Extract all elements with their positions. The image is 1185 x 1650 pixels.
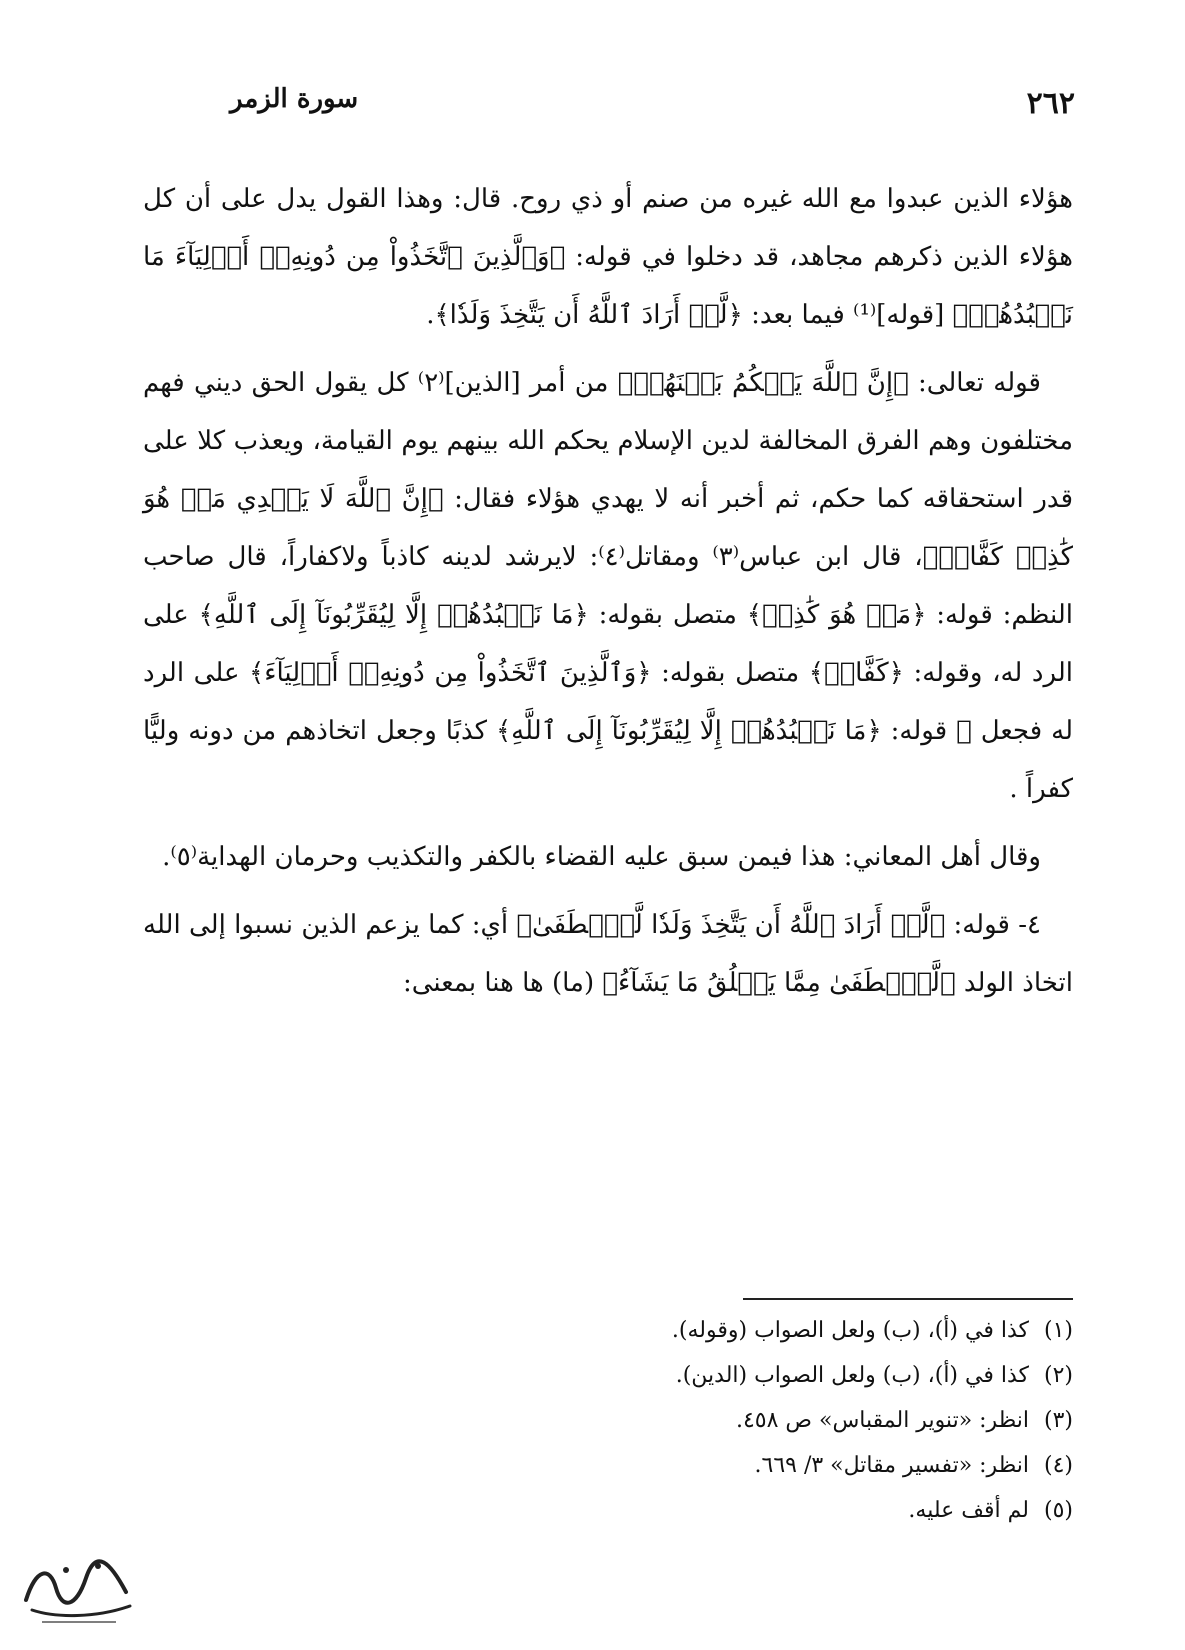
footnote-text: كذا في (أ)، (ب) ولعل الصواب (وقوله). bbox=[671, 1318, 1029, 1343]
footnote-3 bbox=[143, 1398, 1073, 1443]
footnote-number: (٥) bbox=[1043, 1498, 1073, 1523]
page-header bbox=[140, 78, 1075, 138]
footnote-text: كذا في (أ)، (ب) ولعل الصواب (الدين). bbox=[675, 1363, 1029, 1388]
paragraph-2: قوله تعالى: ﴿إِنَّ ٱللَّهَ يَحۡكُمُ بَيۡنَهُمۡ﴾ من أمر [الذين]⁽٢⁾ كل يقول الحق ديني فهم مختلفون وهم الفرق المخالفة لدين الإسلام يحكم الله بينهم يوم القيامة، ويعذب كلا على قدر استحقاقه كما حكم، ثم أخبر أنه لا يهدي هؤلاء فقال: ﴿إِنَّ ٱللَّهَ لَا يَهۡدِي مَنۡ هُوَ كَٰذِبٞ كَفَّارٞ﴾، قال ابن عباس⁽٣⁾ ومقاتل⁽٤⁾: لايرشد لدينه كاذباً ولاكفاراً، قال صاحب النظم: قوله: ﴿مَنۡ هُوَ كَٰذِبٞ﴾ متصل بقوله: ﴿مَا نَعۡبُدُهُمۡ إِلَّا لِيُقَرِّبُونَآ إِلَى ٱللَّهِ﴾ على الرد له، وقوله: ﴿كَفَّارٞ﴾ متصل بقوله: ﴿وَٱلَّذِينَ ٱتَّخَذُواْ مِن دُونِهِۦٓ أَوۡلِيَآءَ﴾ على الرد له فجعل ﷺ قوله: ﴿مَا نَعۡبُدُهُمۡ إِلَّا لِيُقَرِّبُونَآ إِلَى ٱللَّهِ﴾ كذبًا وجعل اتخاذهم من دونه وليًّا كفراً . bbox=[143, 368, 1073, 804]
footnote-text: انظر: «تنوير المقباس» ص ٤٥٨. bbox=[735, 1408, 1029, 1433]
footnote-5 bbox=[143, 1488, 1073, 1533]
footnote-number: (٤) bbox=[1043, 1453, 1073, 1478]
paragraph-3: وقال أهل المعاني: هذا فيمن سبق عليه القضاء بالكفر والتكذيب وحرمان الهداية⁽٥⁾. bbox=[162, 842, 1041, 872]
footnote-1 bbox=[143, 1308, 1073, 1353]
main-text bbox=[143, 170, 1073, 1022]
surah-title: سورة الزمر bbox=[230, 84, 359, 114]
footnote-divider bbox=[743, 1298, 1073, 1300]
footnotes bbox=[143, 1308, 1073, 1533]
footnote-number: (٣) bbox=[1043, 1408, 1073, 1433]
publisher-logo bbox=[6, 1548, 146, 1628]
footnote-2 bbox=[143, 1353, 1073, 1398]
page-number: ٢٦٢ bbox=[1026, 86, 1075, 121]
footnote-text: انظر: «تفسير مقاتل» ٣/ ٦٦٩. bbox=[754, 1453, 1029, 1478]
paragraph-1: هؤلاء الذين عبدوا مع الله غيره من صنم أو ذي روح. قال: وهذا القول يدل على أن كل هؤلاء الذين ذكرهم مجاهد، قد دخلوا في قوله: ﴿وَٱلَّذِينَ ٱتَّخَذُواْ مِن دُونِهِۦٓ أَوۡلِيَآءَ مَا نَعۡبُدُهُمۡ﴾ [قوله]⁽¹⁾ فيما بعد: ﴿لَّوۡ أَرَادَ ٱللَّهُ أَن يَتَّخِذَ وَلَدٗا﴾. bbox=[143, 184, 1073, 330]
paragraph-4: ٤- قوله: ﴿لَّوۡ أَرَادَ ٱللَّهُ أَن يَتَّخِذَ وَلَدٗا لَّٱصۡطَفَىٰ﴾ أي: كما يزعم الذين نسبوا إلى الله اتخاذ الولد ﴿لَّٱصۡطَفَىٰ مِمَّا يَخۡلُقُ مَا يَشَآءُ﴾ (ما) ها هنا بمعنى: bbox=[143, 910, 1073, 998]
footnote-number: (٢) bbox=[1043, 1363, 1073, 1388]
footnote-text: لم أقف عليه. bbox=[908, 1498, 1029, 1523]
footnote-4 bbox=[143, 1443, 1073, 1488]
footnote-number: (١) bbox=[1043, 1318, 1073, 1343]
